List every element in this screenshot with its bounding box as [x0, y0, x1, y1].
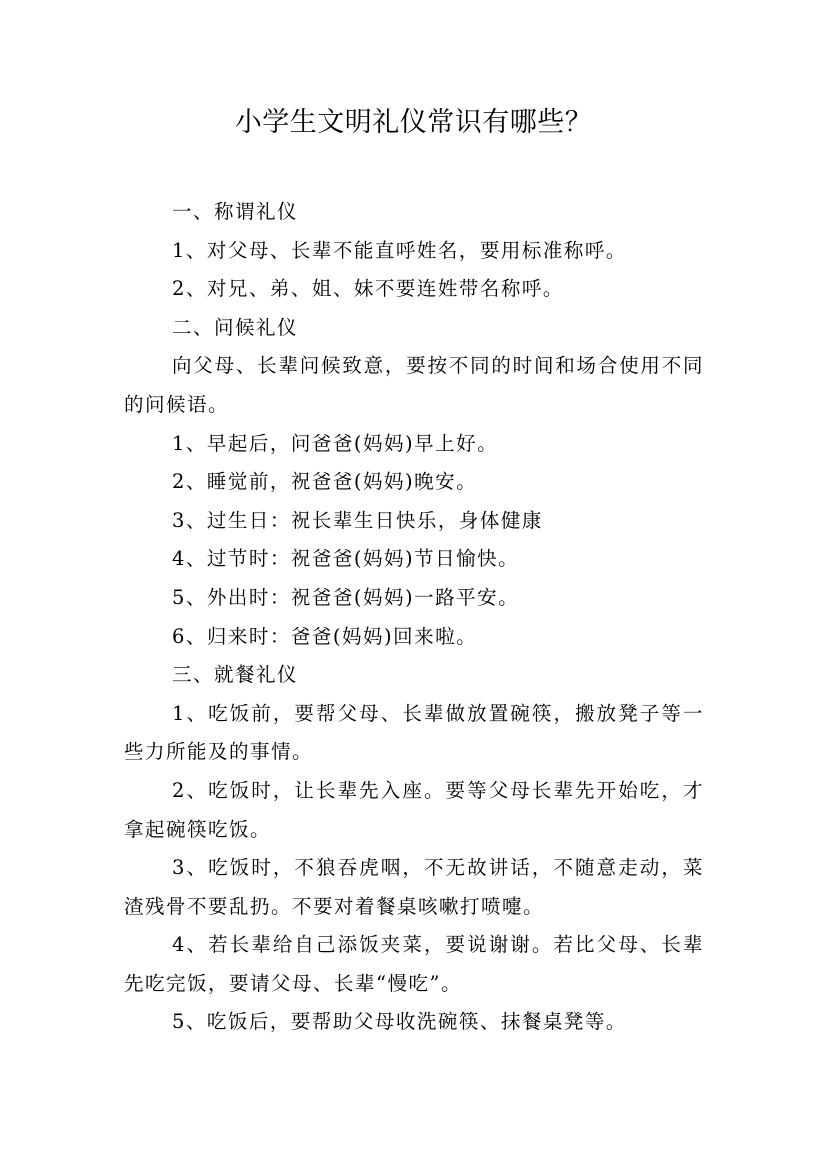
paragraph: 5、外出时：祝爸爸(妈妈)一路平安。 — [172, 585, 520, 609]
paragraph: 6、归来时：爸爸(妈妈)回来啦。 — [172, 624, 478, 648]
paragraph: 3、过生日：祝长辈生日快乐，身体健康 — [172, 508, 543, 532]
paragraph: 2、吃饭时，让长辈先入座。要等父母长辈先开始吃，才拿起碗筷吃饭。 — [124, 778, 704, 841]
paragraph: 2、睡觉前，祝爸爸(妈妈)晚安。 — [172, 470, 478, 494]
document-title: 小学生文明礼仪常识有哪些？ — [234, 107, 593, 138]
paragraph: 1、对父母、长辈不能直呼姓名，要用标准称呼。 — [172, 238, 627, 262]
paragraph: 4、若长辈给自己添饭夹菜，要说谢谢。若比父母、长辈先吃完饭，要请父母、长辈“慢吃”。 — [124, 933, 704, 995]
paragraph: 3、吃饭时，不狼吞虎咽，不无故讲话，不随意走动，菜渣残骨不要乱扔。不要对着餐桌咳嗽打喷嚏。 — [124, 856, 704, 918]
paragraph: 向父母、长辈问候致意，要按不同的时间和场合使用不同的问候语。 — [124, 354, 704, 416]
paragraph: 5、吃饭后，要帮助父母收洗碗筷、抹餐桌凳等。 — [172, 1010, 627, 1034]
section-heading-greetings: 二、问候礼仪 — [172, 315, 299, 339]
section-heading-forms-of-address: 一、称谓礼仪 — [172, 200, 299, 223]
paragraph: 2、对兄、弟、姐、妹不要连姓带名称呼。 — [172, 277, 564, 301]
section-heading-dining: 三、就餐礼仪 — [172, 663, 299, 687]
paragraph: 4、过节时：祝爸爸(妈妈)节日愉快。 — [172, 547, 520, 571]
document-body — [124, 193, 704, 1042]
paragraph: 1、吃饭前，要帮父母、长辈做放置碗筷，搬放凳子等一些力所能及的事情。 — [124, 701, 704, 764]
paragraph: 1、早起后，问爸爸(妈妈)早上好。 — [172, 431, 499, 455]
